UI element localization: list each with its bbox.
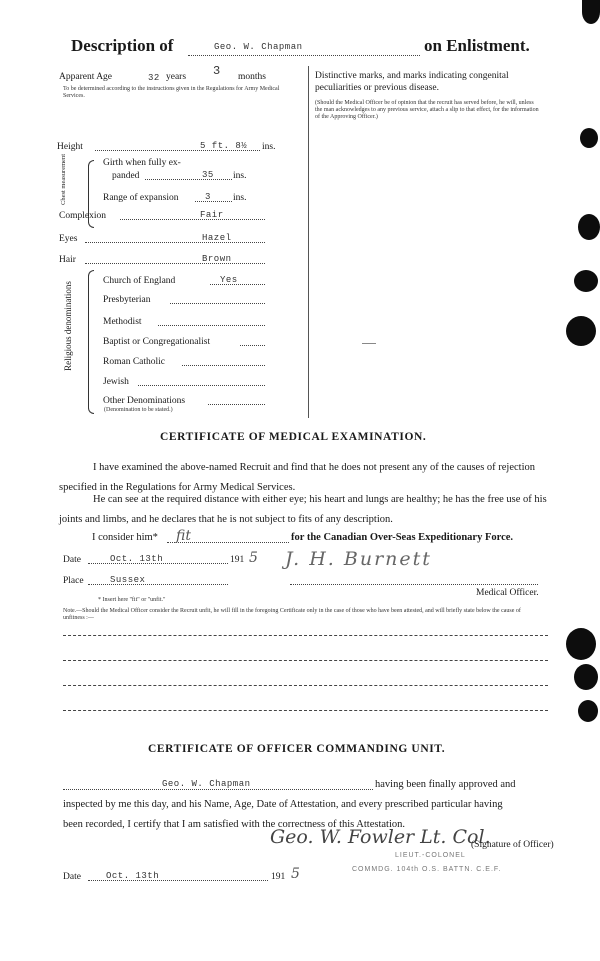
column-divider [308,66,309,418]
eyes-label: Eyes [59,234,78,244]
other-denom-note: (Denomination to be stated.) [104,407,173,413]
unfitness-line [63,685,548,686]
religion-brace [88,270,94,414]
height-unit: ins. [262,142,276,152]
medical-date-year-prefix: 191 [230,555,245,565]
expansion-label: Range of expansion [103,193,179,203]
hair-label: Hair [59,255,76,265]
medical-date-label: Date [63,555,81,565]
hair-value: Brown [202,254,232,264]
consider-prefix: I consider him* [92,532,158,543]
consider-suffix: for the Canadian Over-Seas Expeditionary Force. [291,532,514,543]
commanding-signature: Geo. W. Fowler Lt. Col. [270,826,491,848]
place-value: Sussex [110,575,146,585]
commanding-date-label: Date [63,872,81,882]
apparent-age-label: Apparent Age [59,72,113,82]
complexion-value: Fair [200,210,224,220]
complexion-label: Complexion [59,211,106,221]
commanding-date-value: Oct. 13th [106,871,160,881]
girth-label-1: Girth when fully ex- [103,158,181,168]
religion-label: Roman Catholic [103,357,166,367]
religion-label: Presbyterian [103,295,151,305]
years-label: years [166,72,187,82]
commanding-date-year: 5 [291,866,300,882]
stamp-line-2: COMMDG. 104th O.S. BATTN. C.E.F. [352,866,502,873]
girth-label-2: panded [112,171,140,181]
unfitness-line [63,710,548,711]
expansion-value: 3 [205,192,211,202]
punch-hole [566,628,596,660]
unfitness-line [63,635,548,636]
commanding-line-3: been recorded, I certify that I am satisfied with the correctness of this Attestation. [63,819,406,830]
punch-hole [574,664,598,690]
commanding-line-2: inspected by me this day, and his Name, Age, Date of Attestation, and every prescribed particular having [63,799,503,810]
height-label: Height [57,142,83,152]
insert-note: * Insert here "fit" or "unfit." [98,597,166,603]
punch-hole [580,128,598,148]
marks-note: (Should the Medical Officer be of opinion that the recruit has served before, he will, unless the man acknowledges to any previous service, attach a slip to that effect, for the information of the Approving Officer.) [315,100,539,120]
medical-date-value: Oct. 13th [110,554,164,564]
religion-group-label: Religious denominations [63,281,73,371]
punch-hole [574,270,598,292]
chest-label: Chest measurement [60,153,67,205]
age-years: 32 [148,73,160,83]
punch-hole [578,700,598,722]
recruit-name: Geo. W. Chapman [214,42,303,52]
eyes-value: Hazel [202,233,232,243]
medical-paragraph-1: I have examined the above-named Recruit and find that he does not present any of the causes of rejection specified in the Regulations for Army Medical Services. [59,462,535,493]
medical-paragraph-2: He can see at the required distance with either eye; his heart and lungs are healthy; he has the free use of his joints and limbs, and he declares that he is not subject to fits of any description. [59,494,547,525]
unfitness-line [63,660,548,661]
signature-label: (Signature of Officer) [471,840,554,850]
medical-signature: J. H. Burnett [285,548,432,570]
religion-label: Church of England [103,276,176,286]
girth-unit: ins. [233,171,247,181]
age-months: 3 [213,64,221,78]
girth-value: 35 [202,170,214,180]
commanding-line-1-suffix: having been finally approved and [375,779,516,790]
age-note: To be determined according to the instructions given in the Regulations for Army Medical Services. [63,86,280,99]
marks-heading: Distinctive marks, and marks indicating congenital peculiarities or previous disease. [315,71,509,93]
medical-title: CERTIFICATE OF MEDICAL EXAMINATION. [160,431,427,443]
expansion-unit: ins. [233,193,247,203]
height-value: 5 ft. 8½ [200,141,248,151]
punch-hole [582,0,600,24]
stamp-line-1: LIEUT.-COLONEL [395,852,466,859]
punch-hole [578,214,600,240]
punch-hole [566,316,596,346]
commanding-recruit-name: Geo. W. Chapman [162,779,251,789]
religion-label: Other Denominations [103,396,186,406]
medical-note: Note.—Should the Medical Officer consider the Recruit unfit, he will fill in the foregoing Certificate only in the case of those who have been attested, and will briefly state below the cause of unfitness :— [63,608,521,621]
medical-officer-label: Medical Officer. [476,588,539,598]
religion-label: Jewish [103,377,129,387]
religion-label: Methodist [103,317,142,327]
commanding-title: CERTIFICATE OF OFFICER COMMANDING UNIT. [148,743,446,755]
commanding-date-year-prefix: 191 [271,872,286,882]
recruit-name-line [188,41,420,56]
mark-smudge [362,335,376,344]
title-prefix: Description of [71,36,174,55]
religion-value: Yes [220,275,238,285]
medical-date-year: 5 [249,550,258,566]
religion-label: Baptist or Congregationalist [103,337,211,347]
title-suffix: on Enlistment. [424,36,530,55]
place-label: Place [63,576,84,586]
months-label: months [238,72,266,82]
consider-value: fit [176,528,191,544]
